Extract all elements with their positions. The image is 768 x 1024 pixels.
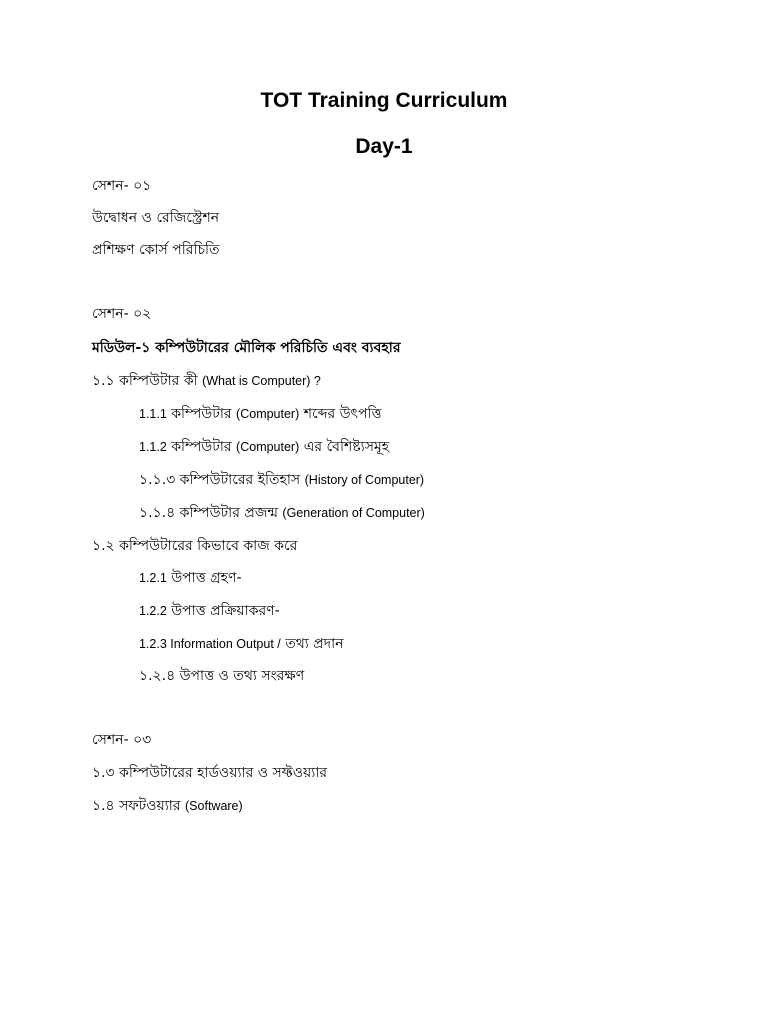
topic-1-4 — [92, 797, 243, 815]
subtopic-english: (History of Computer) — [304, 473, 425, 487]
subtopic-bn: ১.১.৩ কম্পিউটারের ইতিহাস — [139, 472, 301, 488]
session-1-item: উদ্বোধন ও রেজিস্ট্রেশন — [92, 210, 220, 226]
subtopic-bn-tail: শব্দের উৎপত্তি — [303, 406, 382, 422]
subtopic-1-2-1 — [139, 569, 242, 587]
subtopic-1-1-2 — [139, 438, 389, 456]
subtopic-1-2-2 — [139, 602, 280, 620]
module-1-heading: মডিউল-১ কম্পিউটারের মৌলিক পরিচিতি এবং ব্যবহার — [92, 340, 401, 356]
subtopic-bn: উপাত্ত প্রক্রিয়াকরণ- — [171, 603, 280, 619]
subtopic-bn: কম্পিউটার — [171, 406, 232, 422]
topic-english: (What is Computer) ? — [202, 374, 321, 388]
topic-label: ১.১ কম্পিউটার কী — [92, 373, 198, 389]
subtopic-bn-tail: এর বৈশিষ্ট্যসমূহ — [303, 439, 390, 455]
subtopic-english: (Computer) — [236, 440, 300, 454]
subtopic-number: 1.2.1 — [139, 571, 167, 585]
topic-english: (Software) — [185, 799, 243, 813]
subtopic-english: (Computer) — [236, 407, 300, 421]
subtopic-number: 1.2.2 — [139, 604, 167, 618]
subtopic-bn: কম্পিউটার — [171, 439, 232, 455]
topic-1-3: ১.৩ কম্পিউটারের হার্ডওয়্যার ও সফ্টওয়্যার — [92, 765, 328, 781]
subtopic-number: 1.1.1 — [139, 407, 167, 421]
document-title: TOT Training Curriculum — [260, 89, 508, 112]
subtopic-bn: ১.১.৪ কম্পিউটার প্রজন্ম — [139, 505, 278, 521]
topic-label: ১.৪ সফটওয়্যার — [92, 798, 181, 814]
subtopic-bn: তথ্য প্রদান — [285, 636, 344, 652]
topic-1-2: ১.২ কম্পিউটারের কিভাবে কাজ করে — [92, 538, 298, 554]
session-1-item: প্রশিক্ষণ কোর্স পরিচিতি — [92, 242, 220, 258]
subtopic-english: (Generation of Computer) — [282, 506, 425, 520]
session-1-heading: সেশন- ০১ — [92, 178, 152, 194]
subtopic-1-2-3 — [139, 635, 344, 653]
subtopic-number: 1.1.2 — [139, 440, 167, 454]
topic-1-1 — [92, 372, 321, 390]
session-3-heading: সেশন- ০৩ — [92, 732, 152, 748]
subtopic-1-2-4: ১.২.৪ উপাত্ত ও তথ্য সংরক্ষণ — [139, 668, 305, 684]
subtopic-1-1-4 — [139, 504, 425, 522]
subtopic-number: 1.2.3 Information Output / — [139, 637, 281, 651]
session-2-heading: সেশন- ০২ — [92, 306, 152, 322]
subtopic-bn: উপাত্ত গ্রহণ- — [171, 570, 242, 586]
subtopic-1-1-3 — [139, 471, 424, 489]
subtopic-1-1-1 — [139, 405, 382, 423]
day-heading: Day-1 — [355, 135, 413, 158]
